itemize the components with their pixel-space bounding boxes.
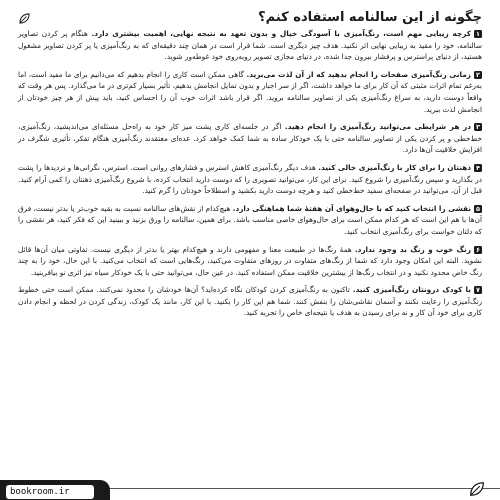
item-text: اگر در جلسه‌ای کاری پشت میز کار خود به راه‌حل مسئله‌ای می‌اندیشید، رنگ‌آمیزی، خط‌خطی و پر کردن یکی از تصاویر سالنامه حتی با یک خودکار ساده به شما کمک خواهد کرد. عده‌ای معتقدند رنگ‌آمیزی هنگام تفکر، تأثیری شگرف در افزایش خلاقیت آن‌ها دارد. — [18, 122, 482, 155]
item-number: ۲ — [474, 71, 482, 79]
list-item — [18, 28, 482, 63]
item-number: ۷ — [474, 286, 482, 294]
footer-tab — [0, 480, 110, 500]
item-lead: با کودک درونتان رنگ‌آمیزی کنید. — [352, 285, 471, 295]
item-number: ۶ — [474, 246, 482, 254]
item-number: ۵ — [474, 205, 482, 213]
item-lead: رنگ خوب و رنگ بد وجود ندارد. — [354, 244, 471, 254]
list-item — [18, 69, 482, 115]
item-number: ۱ — [474, 30, 482, 38]
title-row — [18, 8, 482, 28]
list-item — [18, 203, 482, 238]
item-text: هدف دیگر رنگ‌آمیزی کاهش استرس و فشارهای روانی است. استرس، نگرانی‌ها و تردیدها را پشت در بگذارید و سپس رنگ‌آمیزی را شروع کنید. برای این کار، می‌توانید تصویری را که دوست دارید انتخاب کرده، با شروع رنگ‌آمیزی ذهنتان را کمی آرام کنید. قبل از آن، می‌توانید در صفحه‌ای سفید خط‌خطی کنید و هرچه دوست دارید بکشید و اصطلاحاً خودتان را گرم کنید. — [18, 162, 482, 196]
footer-tab-inner — [6, 485, 94, 499]
item-text: هنگام پر کردن تصاویر سالنامه، خود را مقید به زیبایی نهایی اثر نکنید. هدف چیز دیگری است. شما قرار است در همان چند دقیقه‌ای که به رنگ‌آمیزی یا پر کردن تصاویر مشغول هستید، از دنیای پراسترس و پرفشار بیرون جدا شده، در دنیای مجازی تصویر روبه‌روی خود غوطه‌ور شوید. — [18, 29, 482, 62]
list-item — [18, 162, 482, 197]
list-item — [18, 121, 482, 156]
page-title: چگونه از این سالنامه استفاده کنم؟ — [258, 10, 482, 25]
footer — [0, 478, 500, 500]
item-lead: زمانی رنگ‌آمیزی صفحات را انجام بدهید که از آن لذت می‌برید. — [246, 69, 472, 79]
item-number: ۴ — [474, 164, 482, 172]
item-number: ۳ — [474, 123, 482, 131]
item-text: همهٔ رنگ‌ها در طبیعت معنا و مفهومی دارند و هیچ‌کدام بهتر یا بدتر از دیگری نیست. تفاوتی میان آن‌ها قائل نشوید. البته این امکان وجود دارد که شما از رنگ‌های متفاوت در روزهای متفاوت می‌کنید، رنگ‌هایی است که انتخاب می‌کنید. با این حال، خود را به چند رنگ خاص محدود نکنید و در انتخاب رنگ‌ها از بیشترین خلاقیت ممکن استفاده کنید. در عین حال، می‌توانید حتی با یک خودکار سیاه نیز اثری نو بیافرینید. — [18, 244, 482, 277]
item-lead: ذهنتان را برای کار با رنگ‌آمیزی خالی کنید. — [318, 162, 471, 172]
items-list — [18, 28, 482, 319]
item-text: هیچ‌کدام از نقش‌های سالنامه نسبت به بقیه خوب‌تر یا بدتر نیست، فرق آن‌ها با هم این است که هر کدام ممکن است برای حال‌وهوای خاصی مناسب باشد. برای همین، سالنامه را ورق بزنید و ببینید این که فکر کنید، هر نقشی را که دلتان خواست برای رنگ‌آمیزی انتخاب کنید. — [18, 203, 482, 236]
list-item — [18, 284, 482, 319]
list-item — [18, 244, 482, 279]
leaf-icon — [18, 12, 31, 25]
item-text: تاکنون به رنگ‌آمیزی کردن کودکان نگاه کرده‌اید؟ آن‌ها خودشان را محدود نمی‌کنند. ممکن است حتی خطوط رنگ‌آمیزی را رعایت نکنند و آسمان نقاشی‌شان را بنفش کنند. شما هم این کار را بکنید. با این کار، مانند یک کودک، زندگی کردن در لحظه و انجام دادن کاری برای خود آن کار و نه برای رسیدن به هدف یا نتیجه‌ای خاص را تجربه کنید. — [18, 285, 482, 318]
brand-link[interactable]: bookroom.ir — [10, 487, 70, 497]
item-lead: در هر شرایطی می‌توانید رنگ‌آمیزی را انجام دهید. — [284, 122, 471, 132]
leaf-icon — [468, 480, 486, 498]
item-lead: نقشی را انتخاب کنید که با حال‌وهوای آن هفتهٔ شما هماهنگی دارد. — [232, 203, 471, 213]
item-lead: کرچه زیبایی مهم است، رنگ‌آمیزی با آسودگی خیال و بدون تعهد به نتیجه نهایی، اهمیت بیشتری دارد. — [91, 29, 471, 38]
item-text: گاهی ممکن است کاری را انجام بدهیم که می‌دانیم برای ما مفید است، اما به‌رغم تمام اثرات مثبتی که آن کار برای ما خواهد داشت، اگر از سر اجبار و بدون تمایل انجامش بدهیم، تأثیر بسیار کم‌تری در ما می‌گذارد. پس هر وقت که واقعاً دوست دارید، به سراغ رنگ‌آمیزی یکی از تصاویر سالنامه بروید. اگر قرار باشد اثرات خوب آن را احساس کنید، باید پیش از هر چیز خودتان از انجامش لذت ببرید. — [18, 69, 482, 114]
